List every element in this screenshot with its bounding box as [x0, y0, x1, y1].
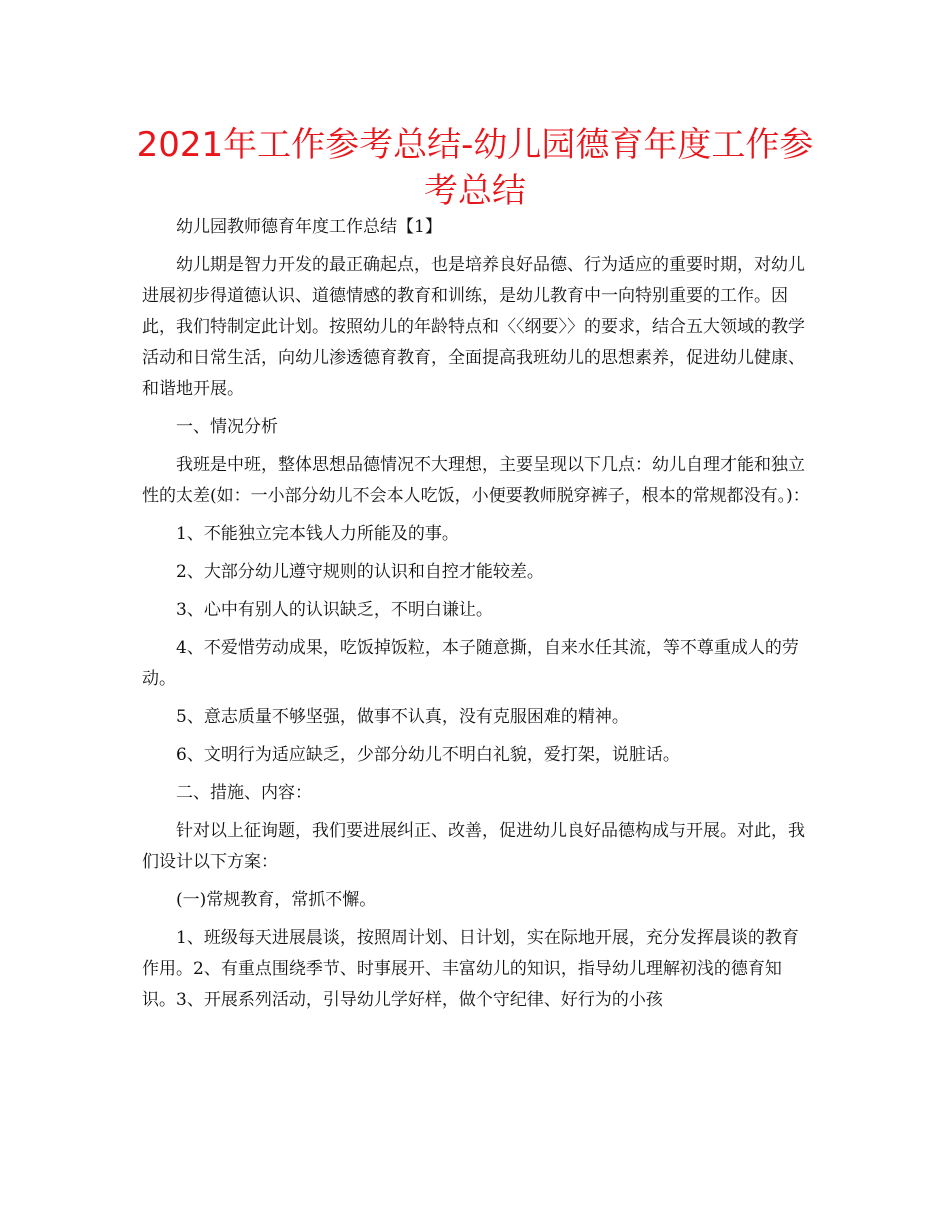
list-item: 2、大部分幼儿遵守规则的认识和自控才能较差。 — [176, 562, 544, 582]
section-heading: 一、情况分析 — [176, 417, 278, 437]
paragraph: 1、班级每天进展晨谈，按照周计划、日计划，实在际地开展，充分发挥晨谈的教育作用。2、有重点围绕季节、时事展开、丰富幼儿的知识，指导幼儿理解初浅的德育知识。3、开展系列活动，引导幼儿学好样，做个守纪律、好行为的小孩 — [142, 928, 799, 1010]
paragraph: 幼儿期是智力开发的最正确起点，也是培养良好品德、行为适应的重要时期，对幼儿进展初步得道德认识、道德情感的教育和训练，是幼儿教育中一向特别重要的工作。因此，我们特制定此计划。按照幼儿的年龄特点和〈〈纲要〉〉的要求，结合五大领域的教学活动和日常生活，向幼儿渗透德育教育，全面提高我班幼儿的思想素养，促进幼儿健康、和谐地开展。 — [142, 255, 805, 399]
document-body — [142, 212, 814, 1016]
section-heading: 二、措施、内容： — [176, 783, 312, 803]
paragraph: 针对以上征询题，我们要进展纠正、改善，促进幼儿良好品德构成与开展。对此，我们设计以下方案： — [142, 821, 805, 872]
list-item: 3、心中有别人的认识缺乏，不明白谦让。 — [176, 600, 493, 620]
subsection-heading: (一)常规教育，常抓不懈。 — [176, 890, 377, 910]
paragraph: 我班是中班，整体思想品德情况不大理想，主要呈现以下几点：幼儿自理才能和独立性的太差(如：一小部分幼儿不会本人吃饭，小便要教师脱穿裤子，根本的常规都没有。)： — [142, 455, 810, 506]
list-item: 1、不能独立完本钱人力所能及的事。 — [176, 524, 459, 544]
section-heading: 幼儿园教师德育年度工作总结【1】 — [176, 217, 442, 237]
document-title: 2021年工作参考总结-幼儿园德育年度工作参考总结 — [136, 125, 814, 211]
list-item: 5、意志质量不够坚强，做事不认真，没有克服困难的精神。 — [176, 707, 629, 727]
list-item: 4、不爱惜劳动成果，吃饭掉饭粒，本子随意撕，自来水任其流，等不尊重成人的劳动。 — [142, 638, 799, 689]
list-item: 6、文明行为适应缺乏，少部分幼儿不明白礼貌，爱打架，说脏话。 — [176, 745, 680, 765]
